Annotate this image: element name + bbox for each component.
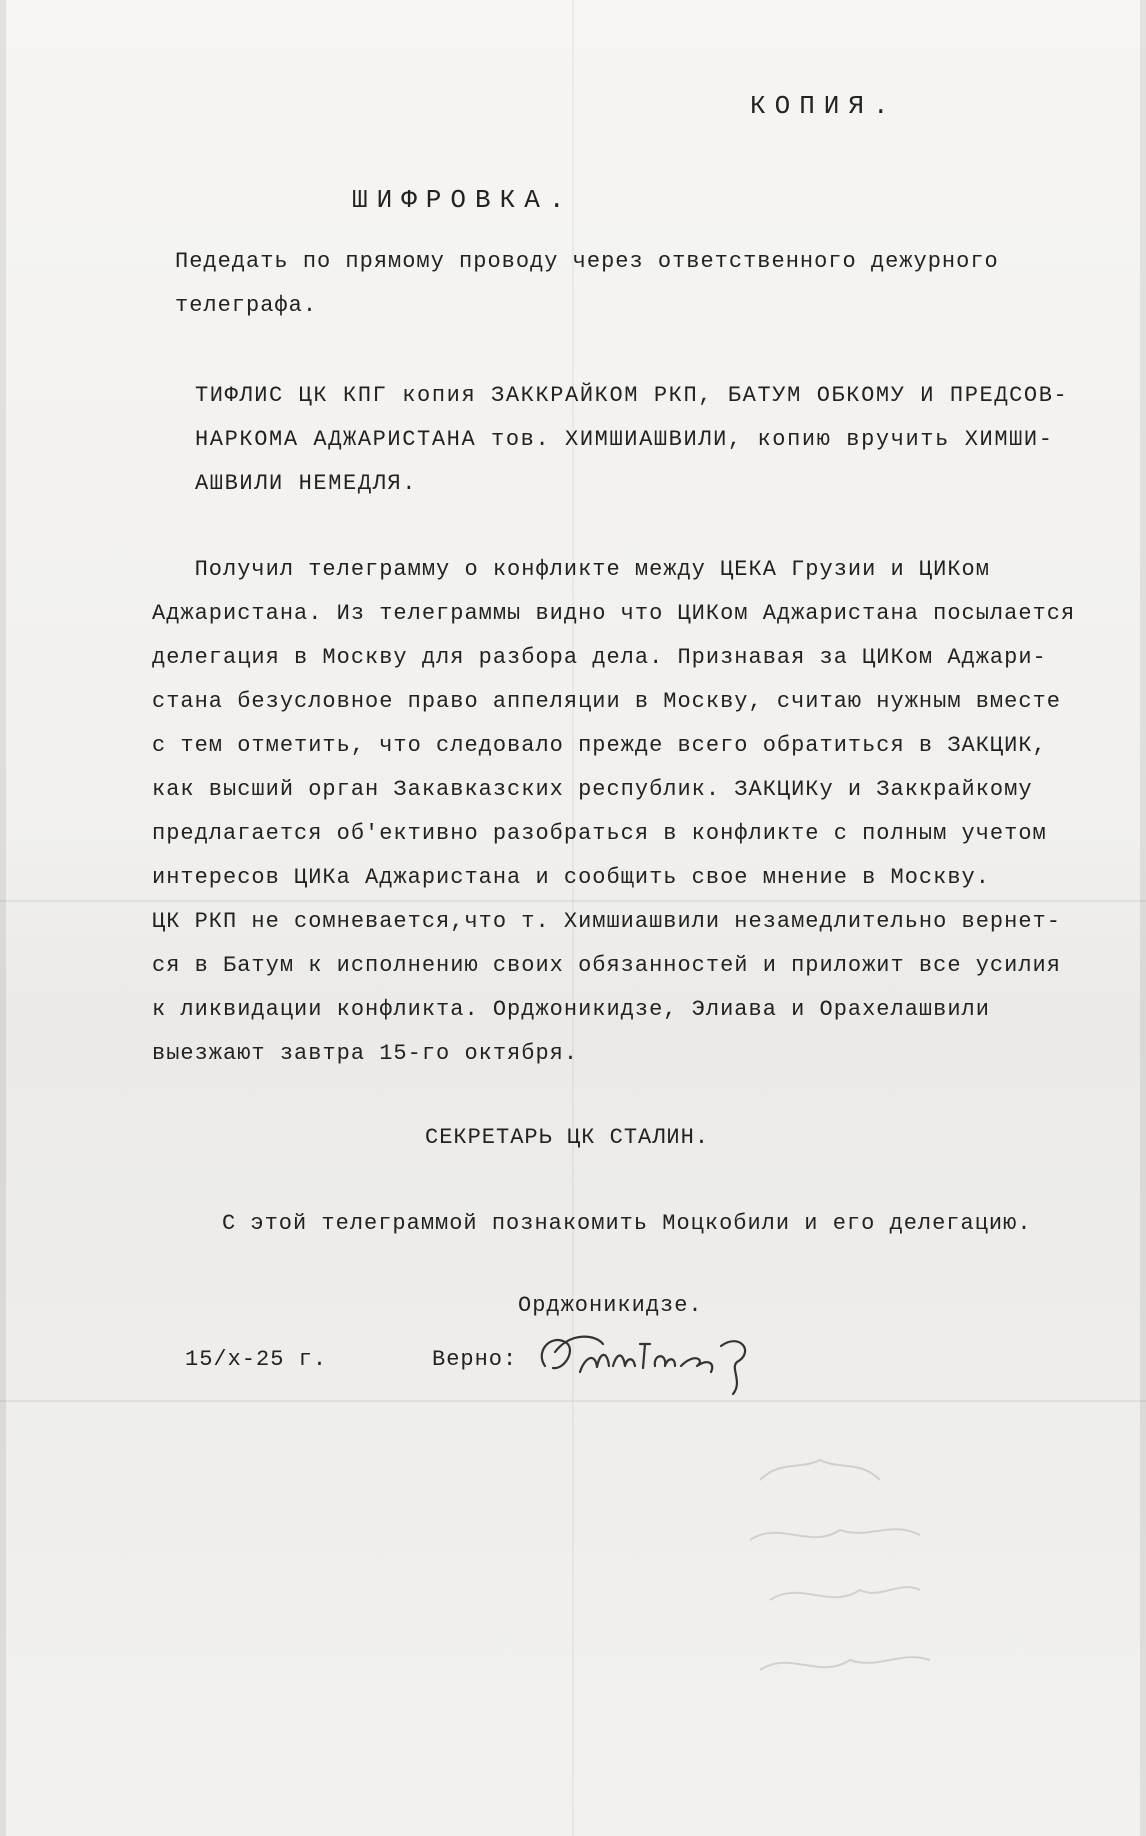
addressees: ТИФЛИС ЦК КПГ копия ЗАККРАЙКОМ РКП, БАТУМ ОБКОМУ И ПРЕДСОВ- НАРКОМА АДЖАРИСТАНА тов. ХИМШИАШВИЛИ, копию вручить ХИМШИ- АШВИЛИ НЕМЕДЛЯ. (195, 383, 1069, 496)
distribution-note: С этой телеграммой познакомить Моцкобили и его делегацию. (222, 1211, 1032, 1236)
telegram-body: Получил телеграмму о конфликте между ЦЕКА Грузии и ЦИКом Аджаристана. Из телеграммы видно что ЦИКом Аджаристана посылается делегация в Москву для разбора дела. Признавая за ЦИКом Аджари- стана безусловное право аппеляции в Москву, считаю нужным вместе с тем отметить, что следовало прежде всего обратиться в ЗАКЦИК, как высший орган Закавказских республик. ЗАКЦИКу и Заккрайкому предлагается об'ективно разобраться в конфликте с полным учетом интересов ЦИКа Аджаристана и сообщить свое мнение в Москву. ЦК РКП не сомневается,что т. Химшиашвили незамедлительно вернет- ся в Батум к исполнению своих обязанностей и приложит все усилия к ликвидации конфликта. Орджоникидзе, Элиава и Орахелашвили выезжают завтра 15-го октября. (152, 557, 1076, 1066)
paper-edge (0, 0, 6, 1836)
document-date: 15/х-25 г. (185, 1347, 328, 1372)
faded-handwritten-notes (740, 1440, 940, 1740)
transmission-instruction: Педедать по прямому проводу через ответственного дежурного телеграфа. (175, 249, 999, 318)
document-header: ШИФРОВКА. (352, 185, 574, 215)
certified-label: Верно: (432, 1347, 518, 1372)
handwritten-signature (525, 1322, 785, 1402)
sender-name: Орджоникидзе. (518, 1293, 703, 1318)
paper-edge (1140, 0, 1146, 1836)
signature-line: СЕКРЕТАРЬ ЦК СТАЛИН. (425, 1125, 710, 1150)
copy-mark: КОПИЯ. (750, 91, 898, 121)
